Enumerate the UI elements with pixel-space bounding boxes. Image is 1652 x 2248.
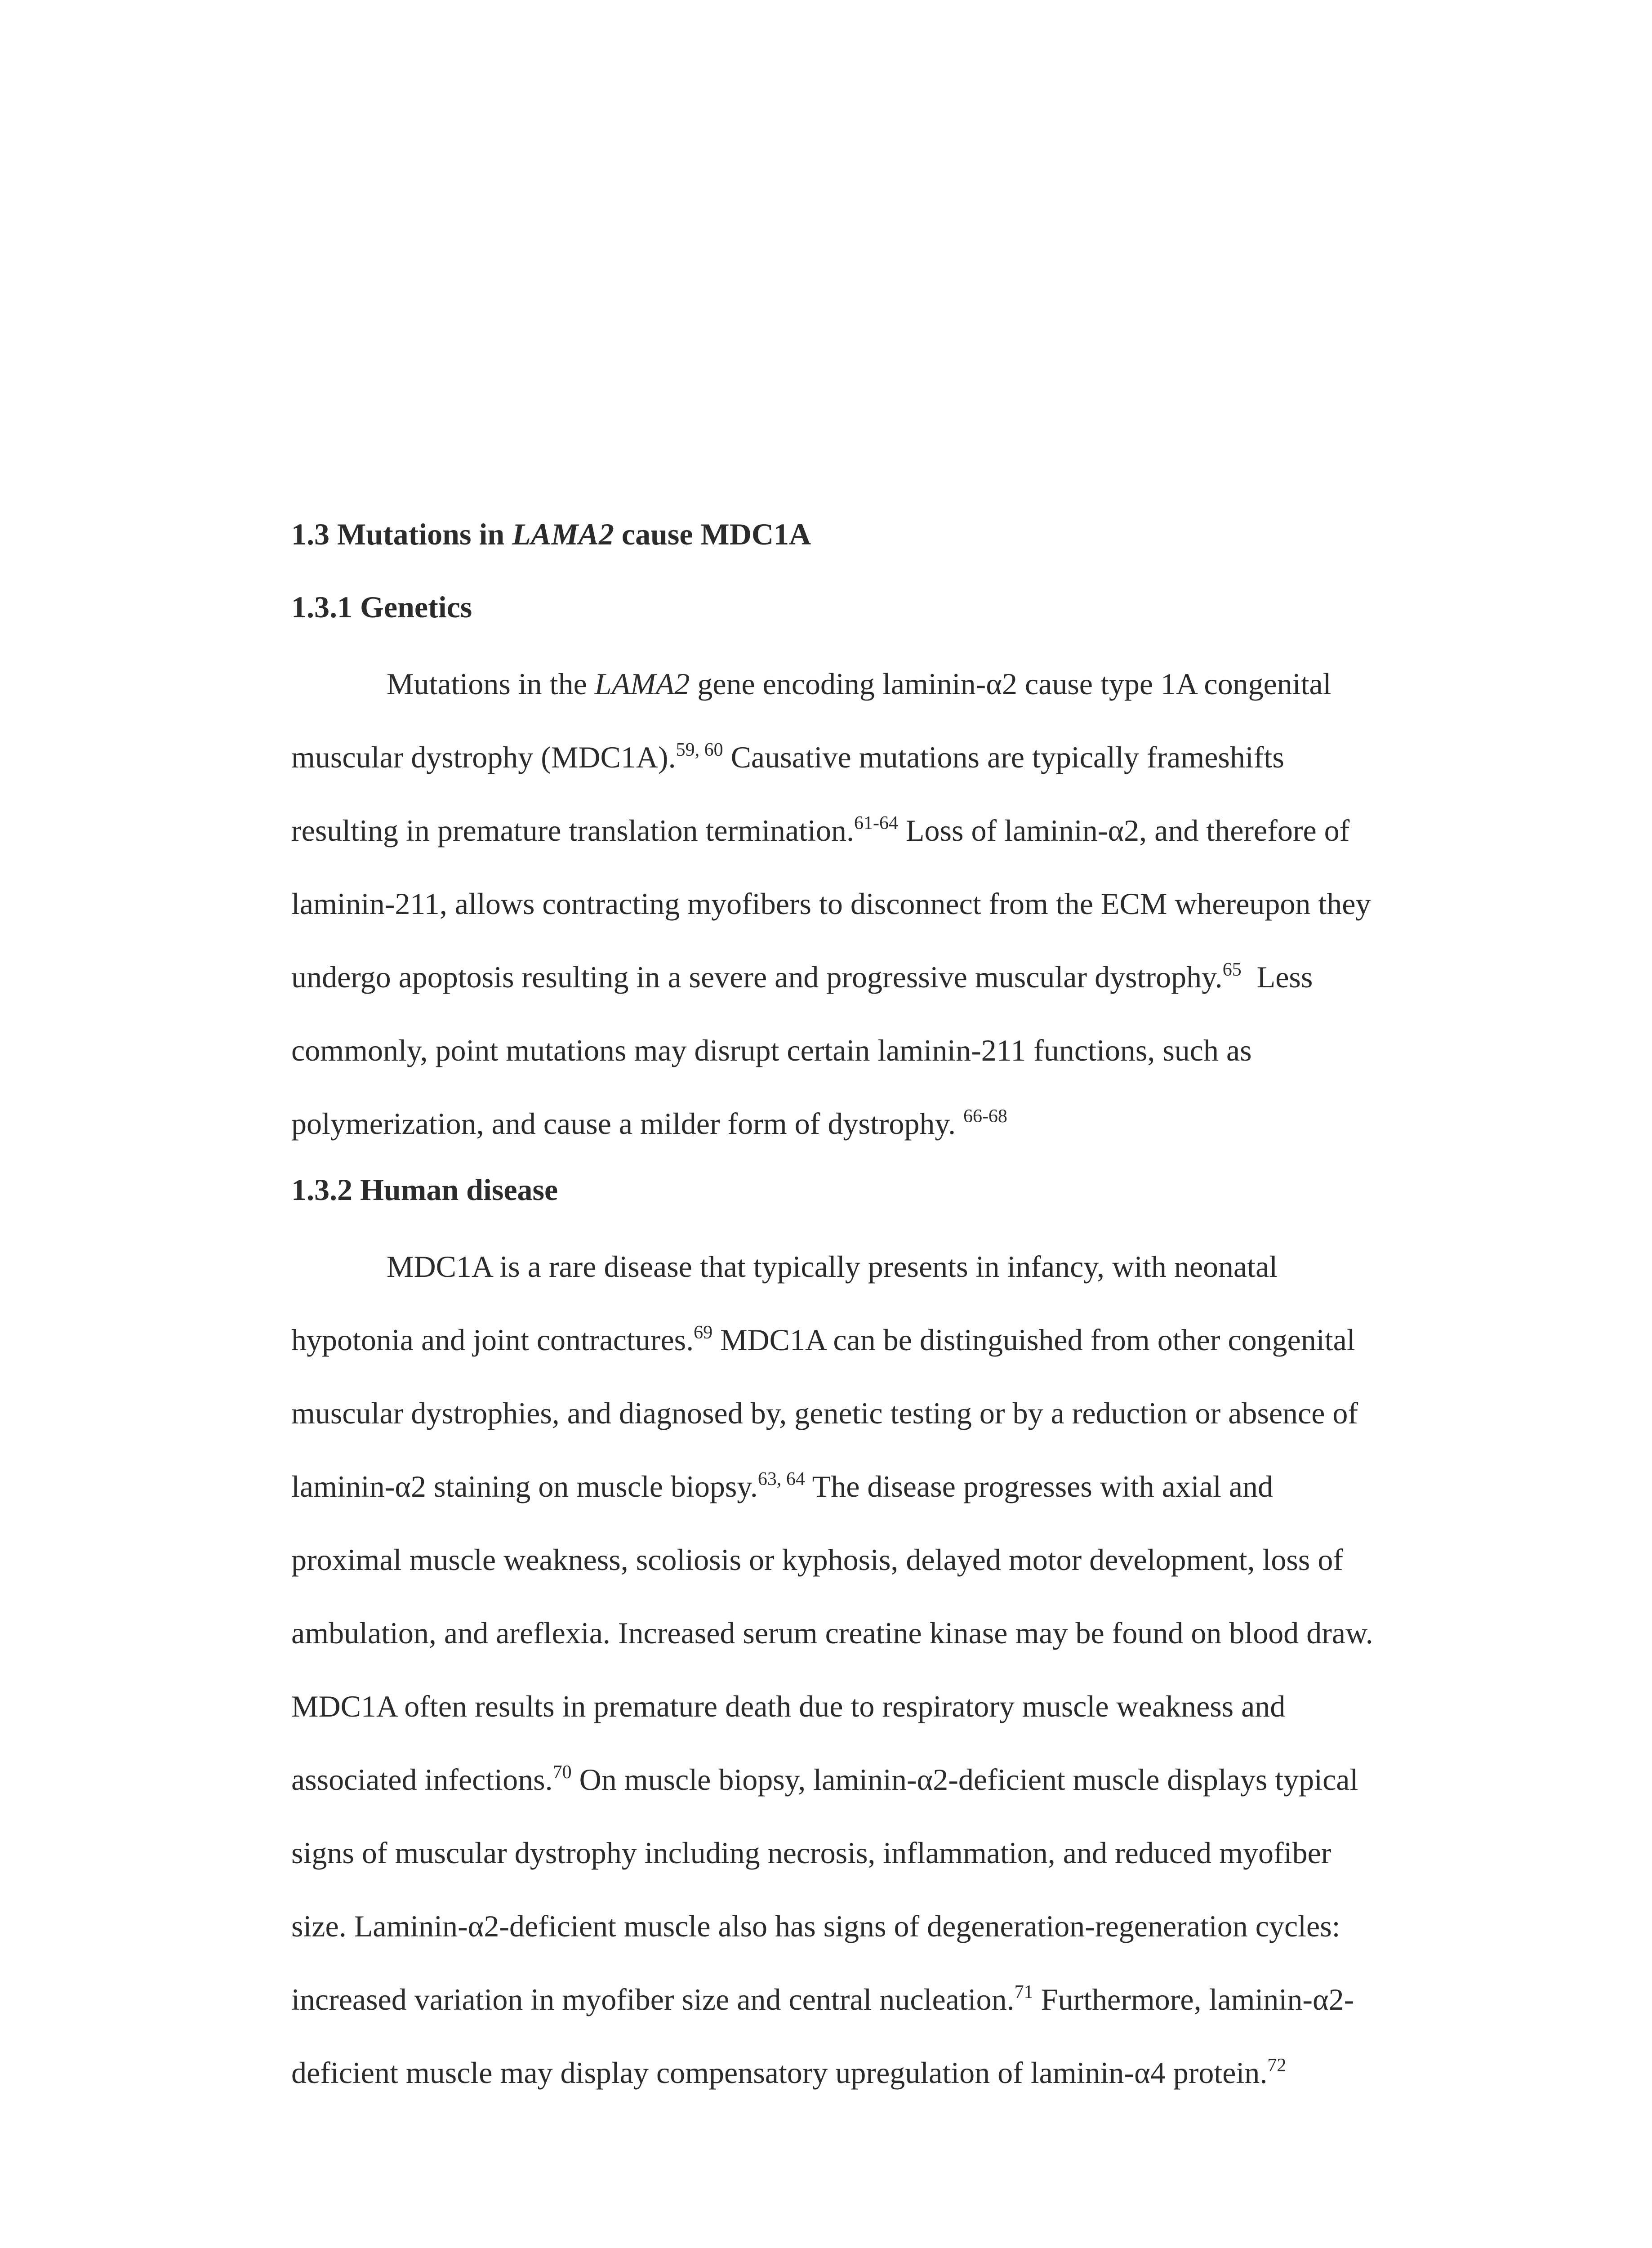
text-line: Mutations in the LAMA2 gene encoding laminin-α2 cause type 1A congenital [387,667,1331,701]
human-disease-paragraph [291,1230,1433,2110]
citation-superscript: 66-68 [963,1106,1007,1127]
citation-superscript: 61-64 [854,813,898,834]
section-heading: 1.3 Mutations in LAMA2 cause MDC1A [291,517,811,551]
subsection-heading-human-disease: 1.3.2 Human disease [291,1173,558,1207]
citation-superscript: 71 [1014,1982,1033,2003]
text-line: commonly, point mutations may disrupt certain laminin-211 functions, such as [291,1033,1252,1067]
citation-superscript: 70 [552,1762,572,1783]
text-line: associated infections.$^{70}$ On muscle biopsy, laminin-α2-deficient muscle displays typical [291,1762,1358,1797]
citation-superscript: 72 [1267,2055,1287,2076]
text-line: MDC1A is a rare disease that typically presents in infancy, with neonatal [387,1249,1278,1284]
text-line: hypotonia and joint contractures.$^{69}$ MDC1A can be distinguished from other congenital [291,1322,1355,1357]
text-line: deficient muscle may display compensatory upregulation of laminin-α4 protein.$^{72}$ [291,2055,1287,2090]
text-line: undergo apoptosis resulting in a severe and progressive muscular dystrophy.$^{65}$ Less [291,959,1313,994]
gene-name-italic: LAMA2 [512,517,614,551]
text-line: signs of muscular dystrophy including necrosis, inflammation, and reduced myofiber [291,1836,1331,1870]
genetics-paragraph [291,647,1433,1160]
text-line: resulting in premature translation termination.$^{61-64}$ Loss of laminin-α2, and therefore of [291,813,1350,847]
text-line: muscular dystrophy (MDC1A).$^{59, 60}$ Causative mutations are typically frameshifts [291,740,1284,774]
gene-name-italic: LAMA2 [594,667,690,701]
text-line: laminin-α2 staining on muscle biopsy.$^{63, 64}$ The disease progresses with axial and [291,1469,1274,1503]
subsection-heading-genetics: 1.3.1 Genetics [291,590,472,624]
citation-superscript: 63, 64 [757,1469,805,1490]
text-line: muscular dystrophies, and diagnosed by, genetic testing or by a reduction or absence of [291,1396,1358,1430]
text-line: polymerization, and cause a milder form of dystrophy. $^{66-68}$ [291,1106,1007,1141]
text-line: ambulation, and areflexia. Increased serum creatine kinase may be found on blood draw. [291,1616,1373,1650]
text-line: laminin-211, allows contracting myofibers to disconnect from the ECM whereupon they [291,887,1371,921]
text-line: proximal muscle weakness, scoliosis or kyphosis, delayed motor development, loss of [291,1543,1343,1577]
citation-superscript: 69 [694,1322,713,1343]
citation-superscript: 65 [1222,959,1242,980]
text-line: MDC1A often results in premature death due to respiratory muscle weakness and [291,1689,1286,1723]
text-line: increased variation in myofiber size and central nucleation.$^{71}$ Furthermore, laminin-α2- [291,1982,1354,2016]
text-line: size. Laminin-α2-deficient muscle also has signs of degeneration-regeneration cycles: [291,1909,1340,1943]
citation-superscript: 59, 60 [676,740,723,760]
